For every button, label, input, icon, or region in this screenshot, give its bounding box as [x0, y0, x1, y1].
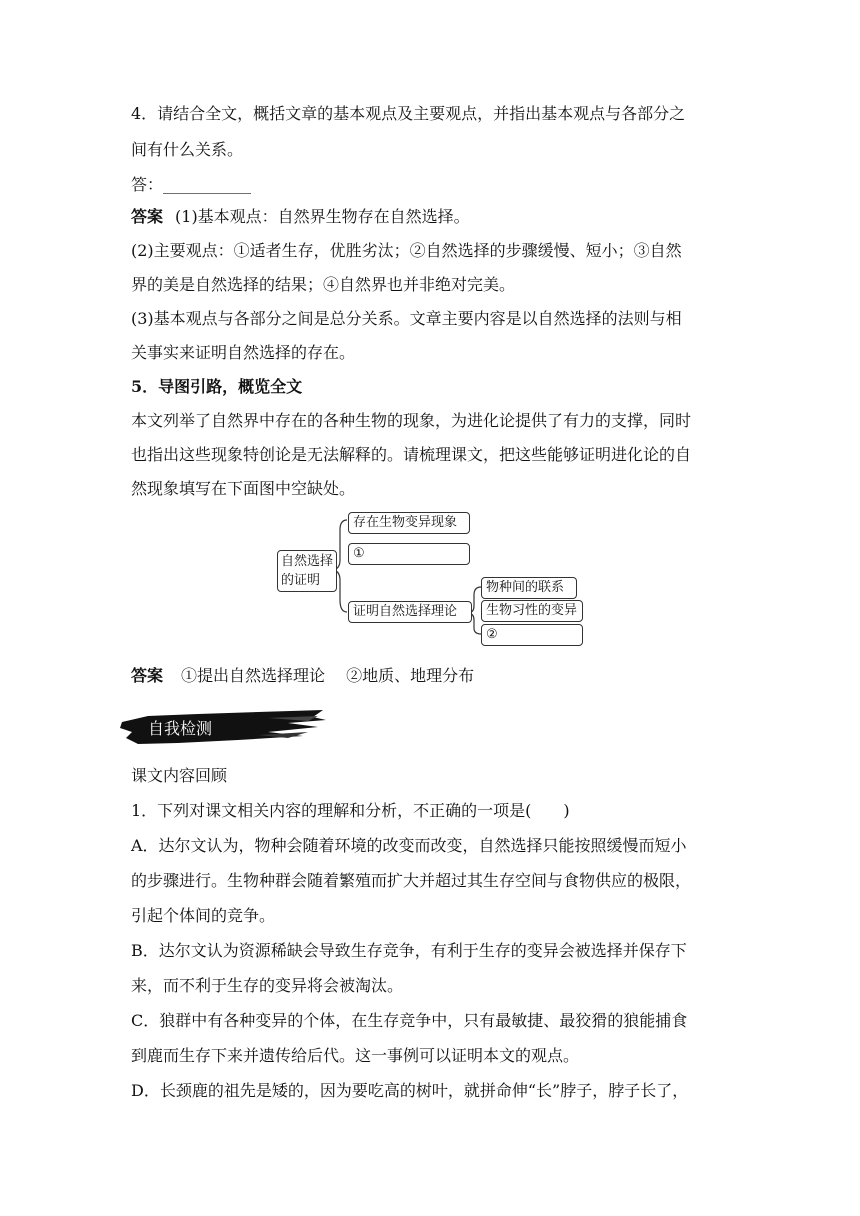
diagram-branch-blank-1: ① — [348, 543, 470, 565]
diagram-sub-habits: 生物习性的变异 — [481, 600, 583, 622]
q1-option-a-line2: 的步骤进行。生物种群会随着繁殖而扩大并超过其生存空间与食物供应的极限， — [131, 871, 692, 890]
diagram-branch-variation: 存在生物变异现象 — [348, 512, 470, 534]
q1-option-c-line2: 到鹿而生存下来并遗传给后代。这一事例可以证明本文的观点。 — [131, 1046, 580, 1065]
answer-label: 答案 — [131, 207, 164, 226]
q1-option-b-line2: 来，而不利于生存的变异将会被淘汰。 — [131, 976, 404, 995]
q1-stem: 1．下列对课文相关内容的理解和分析，不正确的一项是( ) — [131, 801, 570, 820]
q5-title: 5．导图引路，概览全文 — [131, 377, 303, 396]
q5-paragraph-line2: 也指出这些现象特创论是无法解释的。请梳理课文，把这些能够证明进化论的自 — [131, 445, 692, 464]
q1-option-d-line1: D．长颈鹿的祖先是矮的，因为要吃高的树叶，就拼命伸“长”脖子，脖子长了， — [131, 1081, 689, 1100]
q1-option-a-line3: 引起个体间的竞争。 — [131, 906, 276, 925]
q4-answer-3a: (3)基本观点与各部分之间是总分关系。文章主要内容是以自然选择的法则与相 — [131, 309, 682, 328]
q5-paragraph-line3: 然现象填写在下面图中空缺处。 — [131, 479, 356, 498]
section-subtitle: 课文内容回顾 — [131, 766, 228, 785]
q4-answer-2b: 界的美是自然选择的结果；④自然界也并非绝对完美。 — [131, 275, 516, 294]
q4-stem-line1: 4．请结合全文，概括文章的基本观点及主要观点，并指出基本观点与各部分之 — [131, 104, 686, 123]
q1-option-a-line1: A．达尔文认为，物种会随着环境的改变而改变，自然选择只能按照缓慢而短小 — [131, 836, 687, 855]
diagram-branch-proof: 证明自然选择理论 — [348, 601, 472, 623]
diagram-sub-blank-2: ② — [481, 624, 583, 646]
diagram-sub-species: 物种间的联系 — [481, 577, 577, 599]
q4-answer-2a: (2)主要观点：①适者生存，优胜劣汰；②自然选择的步骤缓慢、短小；③自然 — [131, 241, 682, 260]
answer-text: (1)基本观点：自然界生物存在自然选择。 — [175, 207, 470, 226]
diagram-root-line1: 自然选择 — [281, 554, 334, 569]
q4-answer-prompt: 答：___________ — [131, 175, 252, 194]
diagram-root-line2: 的证明 — [281, 573, 321, 588]
diagram-root — [277, 550, 337, 592]
answer-label: 答案 — [131, 666, 164, 685]
q1-option-c-line1: C．狼群中有各种变异的个体，在生存竞争中，只有最敏捷、最狡猾的狼能捕食 — [131, 1011, 688, 1030]
q1-option-b-line1: B．达尔文认为资源稀缺会导致生存竞争，有利于生存的变异会被选择并保存下 — [131, 941, 687, 960]
q5-paragraph-line1: 本文列举了自然界中存在的各种生物的现象，为进化论提供了有力的支撑，同时 — [131, 411, 692, 430]
q4-answer-3b: 关事实来证明自然选择的存在。 — [131, 343, 356, 362]
answer-text: ①提出自然选择理论 ②地质、地理分布 — [181, 666, 475, 685]
q4-stem-line2: 间有什么关系。 — [131, 140, 244, 159]
banner-label: 自我检测 — [148, 719, 213, 738]
q5-answer — [131, 666, 474, 686]
